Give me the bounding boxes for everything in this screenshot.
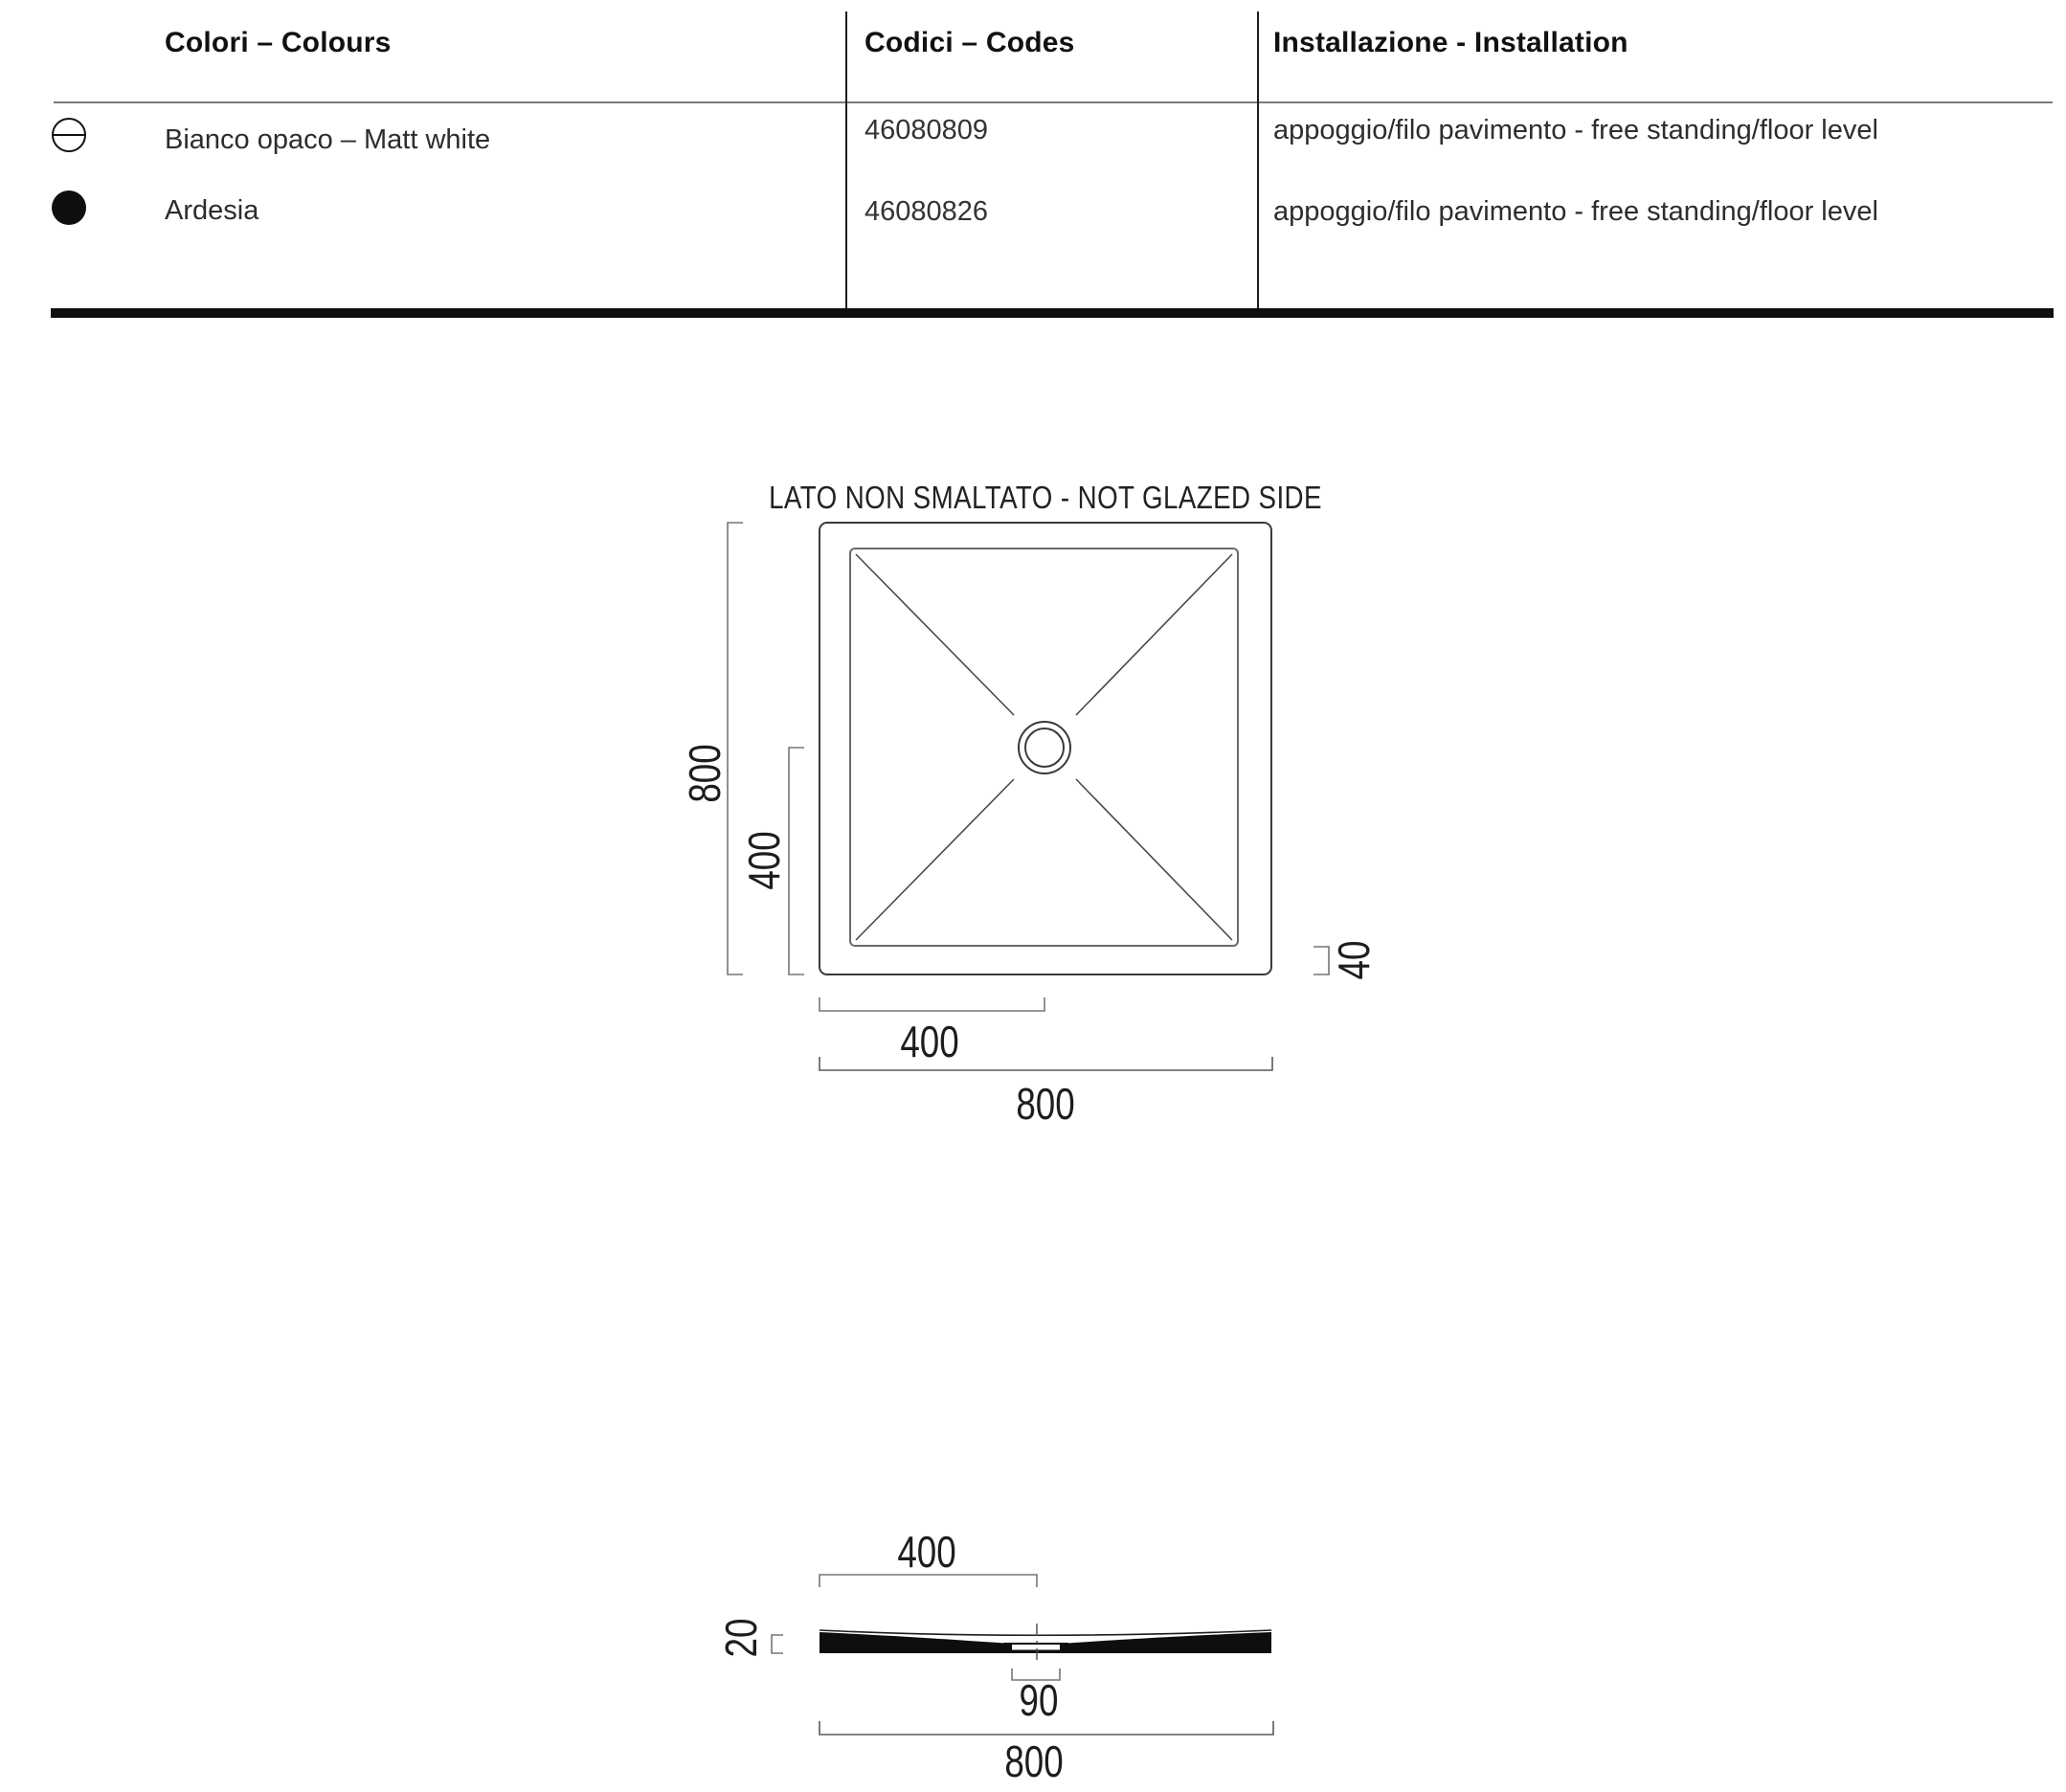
tray-outer-edge <box>820 523 1271 974</box>
header-divider-line <box>54 101 2053 103</box>
dim-label-left-800: 800 <box>680 744 730 803</box>
table-bottom-bar <box>51 308 2054 318</box>
color-name: Ardesia <box>165 195 259 226</box>
column-divider-1 <box>845 11 847 310</box>
dim-line-left-800 <box>728 523 743 974</box>
dim-line-right-40 <box>1314 947 1329 974</box>
dim-line-left-400 <box>789 748 804 974</box>
column-header-codes: Codici – Codes <box>865 27 1075 58</box>
dim-label-bottom-800: 800 <box>1016 1079 1075 1129</box>
dim-label-bottom-400: 400 <box>900 1017 959 1066</box>
column-divider-2 <box>1257 11 1259 310</box>
dim-line-bottom-400 <box>820 997 1044 1011</box>
product-code: 46080826 <box>865 196 989 227</box>
dim-label-right-40: 40 <box>1329 940 1379 980</box>
section-bottom-skin <box>996 1650 1076 1654</box>
drain-outer-circle <box>1019 722 1070 773</box>
slope-diagonal-top-right <box>1076 554 1232 715</box>
dim-label-top-400: 400 <box>897 1527 956 1577</box>
dim-line-bottom-800 <box>820 1057 1272 1070</box>
section-view-drawing <box>536 1512 1474 1792</box>
slope-diagonal-bottom-left <box>856 779 1014 940</box>
swatch-chord-line <box>53 134 85 136</box>
product-code: 46080809 <box>865 115 989 146</box>
slope-diagonal-bottom-right <box>1076 779 1232 940</box>
dim-label-left-400: 400 <box>739 831 789 890</box>
color-name: Bianco opaco – Matt white <box>165 124 491 155</box>
ardesia-swatch-icon <box>52 190 86 225</box>
section-rim-line <box>820 1630 1271 1635</box>
dim-line-left-20 <box>772 1635 783 1653</box>
installation-text: appoggio/filo pavimento - free standing/floor level <box>1273 115 1878 146</box>
dim-label-left-20: 20 <box>716 1618 766 1658</box>
dim-label-bottom-800: 800 <box>1004 1736 1064 1786</box>
column-header-colours: Colori – Colours <box>165 27 392 58</box>
column-header-installation: Installazione - Installation <box>1273 27 1628 58</box>
drain-inner-circle <box>1025 728 1064 767</box>
dim-label-drain-90: 90 <box>1019 1675 1059 1725</box>
installation-text: appoggio/filo pavimento - free standing/floor level <box>1273 196 1878 227</box>
slope-diagonal-top-left <box>856 554 1014 715</box>
matt-white-swatch-icon <box>52 118 86 152</box>
top-view-title: LATO NON SMALTATO - NOT GLAZED SIDE <box>769 480 1322 516</box>
top-view-drawing <box>536 450 1474 1158</box>
